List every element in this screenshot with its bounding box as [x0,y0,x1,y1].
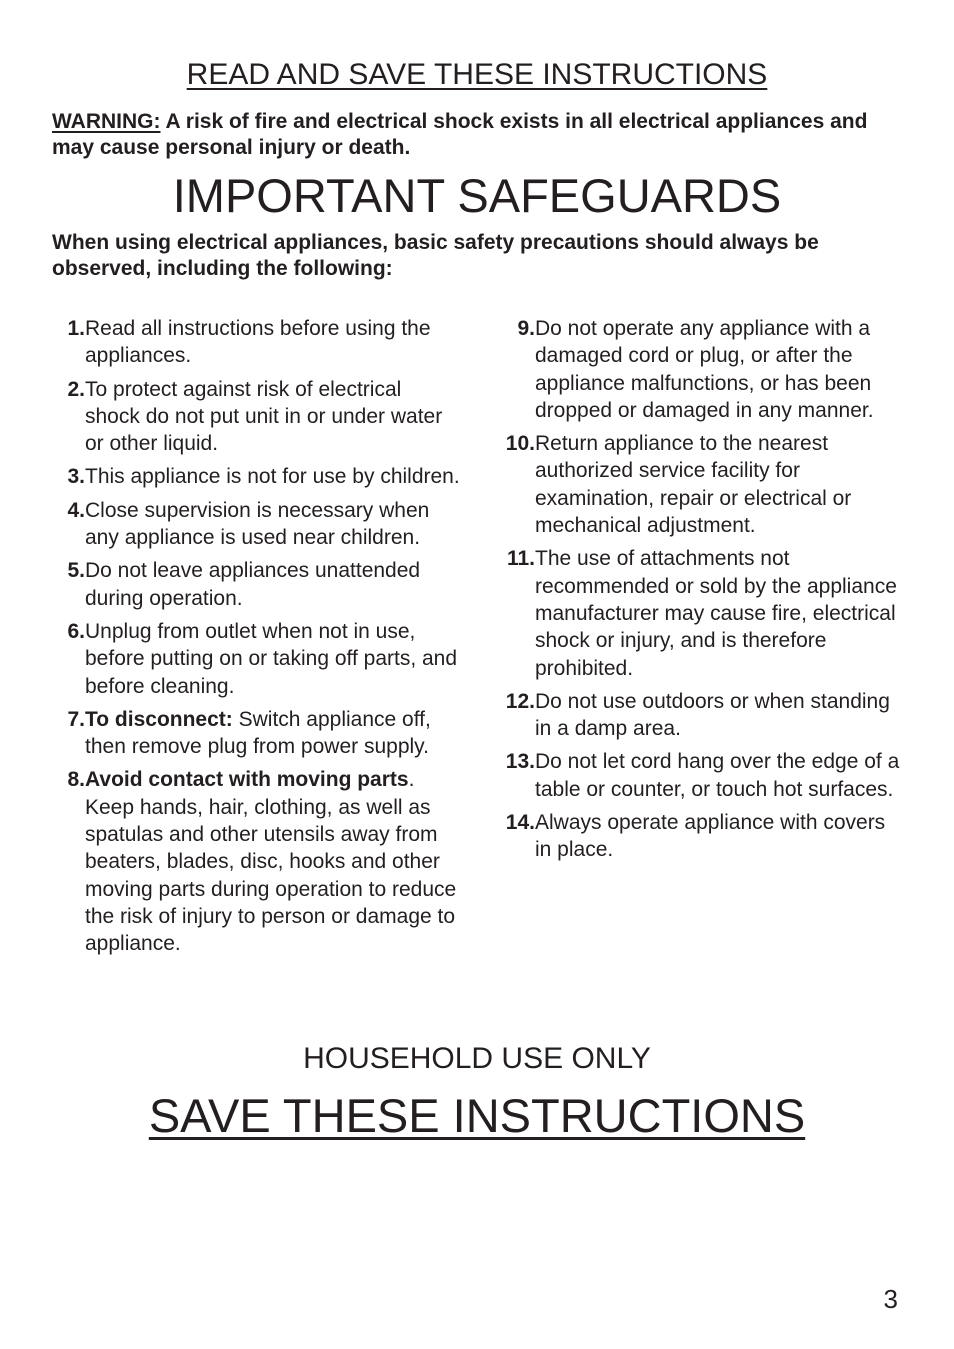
household-use-heading: HOUSEHOLD USE ONLY [303,1042,651,1075]
item-body: Unplug from outlet when not in use, before putting on or taking off parts, and before cleaning. [85,619,458,698]
item-text: Do not use outdoors or when standing in a damp area. [535,689,890,741]
item-number: 12. [505,689,535,713]
item-number: 6. [67,619,85,643]
list-item [50,557,460,612]
page-title: IMPORTANT SAFEGUARDS [172,169,782,222]
item-text [85,766,460,957]
item-text: Return appliance to the nearest authorized service facility for examination, repair or electrical or mechanical adjustment. [535,432,852,538]
item-text [85,376,460,458]
item-number: 5. [67,559,85,583]
list-item [50,376,460,458]
safeguards-list-right [496,315,906,870]
item-text [85,618,460,700]
warning-paragraph [52,109,912,161]
item-number: 8. [67,768,85,792]
item-body: Close supervision is necessary when any appliance is used near children. [85,498,430,550]
list-item [496,748,906,803]
list-item [496,688,906,743]
item-number: 9. [517,317,535,340]
read-save-heading: READ AND SAVE THESE INSTRUCTIONS [186,58,768,91]
item-number: 7. [67,707,85,731]
item-body: This appliance is not for use by children. [85,465,460,489]
page-number: 3 [883,1284,898,1314]
item-number: 11. [506,547,535,571]
list-item [50,618,460,700]
item-text: Always operate appliance with covers in place. [535,811,886,862]
item-body: Do not leave appliances unattended during operation. [85,559,421,610]
save-instructions-title: SAVE THESE INSTRUCTIONS [148,1089,806,1142]
item-number: 14. [505,811,535,835]
item-text: The use of attachments not recommended or sold by the appliance manufacturer may cause fire, electrical shock or injury, and is therefore prohibited. [535,547,897,680]
item-body: Read all instructions before using the appliances. [85,317,431,368]
list-item [50,315,460,370]
item-body: To protect against risk of electrical shock do not put unit in or under water or other liquid. [85,377,443,456]
list-item [50,463,460,490]
warning-label: WARNING: [52,110,161,133]
item-lead: Avoid contact with moving parts [85,768,409,792]
item-number: 13. [505,750,535,774]
safeguards-list-left [50,315,460,964]
list-item [496,809,906,864]
item-lead: To disconnect: [85,707,233,731]
item-text [85,557,460,612]
list-item [496,430,906,539]
intro-paragraph: When using electrical appliances, basic safety precautions should always be observed, including the following: [52,231,819,280]
item-text [85,706,460,761]
item-number: 3. [67,465,85,489]
item-number: 1. [67,317,85,340]
list-item [496,545,906,681]
item-text: Do not operate any appliance with a damaged cord or plug, or after the appliance malfunctions, or has been dropped or damaged in any manner. [535,317,874,422]
item-text: Do not let cord hang over the edge of a table or counter, or touch hot surfaces. [535,750,900,801]
item-text [85,315,460,370]
item-text [85,497,460,552]
item-number: 10. [505,432,535,456]
list-item [50,497,460,552]
item-body: Switch appliance off, then remove plug from power supply. [85,707,431,759]
list-item [50,766,460,957]
list-item [50,706,460,761]
list-item [496,315,906,424]
item-number: 4. [67,498,85,522]
item-number: 2. [67,377,85,401]
item-body: . Keep hands, hair, clothing, as well as spatulas and other utensils away from beaters, blades, disc, hooks and other moving parts during operation to reduce the risk of injury to person or damage to appliance. [85,768,457,956]
warning-text: A risk of fire and electrical shock exists in all electrical appliances and may cause personal injury or death. [52,110,868,159]
item-text [85,463,460,490]
